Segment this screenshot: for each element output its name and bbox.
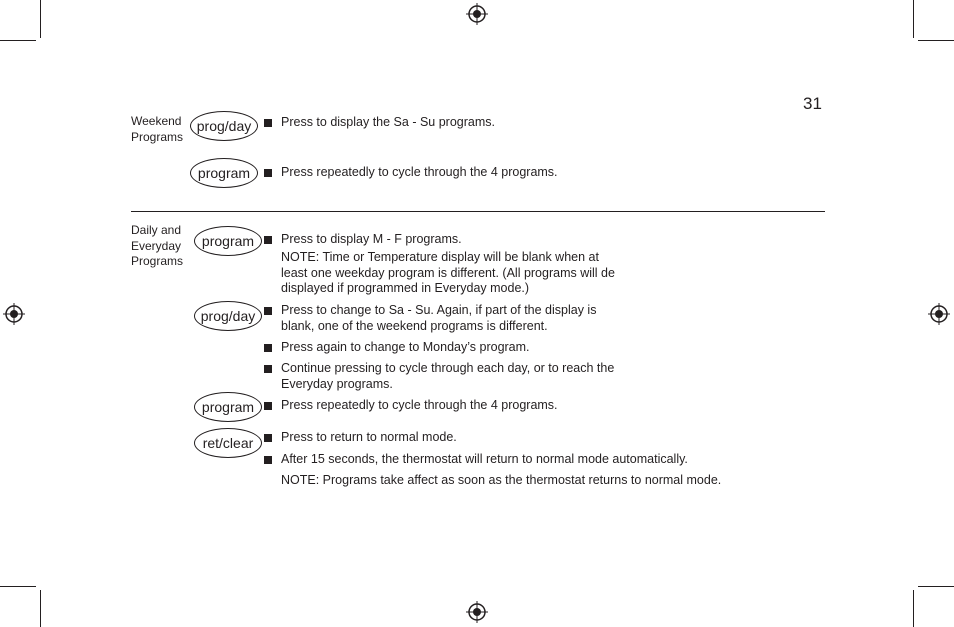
prog-day-key[interactable]: prog/day bbox=[190, 111, 258, 141]
registration-mark-icon bbox=[928, 303, 950, 325]
crop-mark-top-right-h bbox=[918, 40, 954, 41]
program-key[interactable]: program bbox=[194, 392, 262, 422]
bullet bbox=[264, 402, 272, 410]
bullet bbox=[264, 456, 272, 464]
page-number: 31 bbox=[803, 94, 822, 113]
bullet bbox=[264, 344, 272, 352]
instruction-text: Press to display the Sa - Su programs. bbox=[281, 115, 495, 129]
section-divider bbox=[131, 211, 825, 212]
instruction-text: Continue pressing to cycle through each day, or to reach the Everyday programs. bbox=[281, 361, 615, 391]
prog-day-key[interactable]: prog/day bbox=[194, 301, 262, 331]
crop-mark-bottom-left-v bbox=[40, 590, 41, 627]
crop-mark-top-left-h bbox=[0, 40, 36, 41]
crop-mark-bottom-right-v bbox=[913, 590, 914, 627]
instruction-text: After 15 seconds, the thermostat will return to normal mode automatically. bbox=[281, 452, 688, 466]
instruction-text: Press to change to Sa - Su. Again, if part of the display is blank, one of the weekend programs is different. bbox=[281, 303, 597, 333]
instruction-text: Press again to change to Monday’s program. bbox=[281, 340, 530, 354]
crop-mark-top-right-v bbox=[913, 0, 914, 38]
bullet bbox=[264, 119, 272, 127]
bullet bbox=[264, 169, 272, 177]
program-key[interactable]: program bbox=[190, 158, 258, 188]
instruction-text: Press to display M - F programs. bbox=[281, 232, 462, 246]
instruction-text: Press repeatedly to cycle through the 4 programs. bbox=[281, 165, 558, 179]
instruction-text: Press to return to normal mode. bbox=[281, 430, 457, 444]
registration-mark-icon bbox=[466, 601, 488, 623]
program-key[interactable]: program bbox=[194, 226, 262, 256]
ret-clear-key[interactable]: ret/clear bbox=[194, 428, 262, 458]
section-label-weekend: Weekend Programs bbox=[131, 114, 184, 144]
note-text: NOTE: Programs take affect as soon as the thermostat returns to normal mode. bbox=[281, 473, 722, 487]
note-text: NOTE: Time or Temperature display will be blank when at least one weekday program is different. (All programs will de displayed if programmed in Everyday mode.) bbox=[281, 250, 615, 295]
section-label-daily-everyday: Daily and Everyday Programs bbox=[131, 223, 184, 268]
crop-mark-bottom-right-h bbox=[918, 586, 954, 587]
bullet bbox=[264, 307, 272, 315]
instruction-text: Press repeatedly to cycle through the 4 programs. bbox=[281, 398, 558, 412]
bullet bbox=[264, 434, 272, 442]
crop-mark-bottom-left-h bbox=[0, 586, 36, 587]
bullet bbox=[264, 236, 272, 244]
bullet bbox=[264, 365, 272, 373]
registration-mark-icon bbox=[3, 303, 25, 325]
registration-mark-icon bbox=[466, 3, 488, 25]
crop-mark-top-left-v bbox=[40, 0, 41, 38]
